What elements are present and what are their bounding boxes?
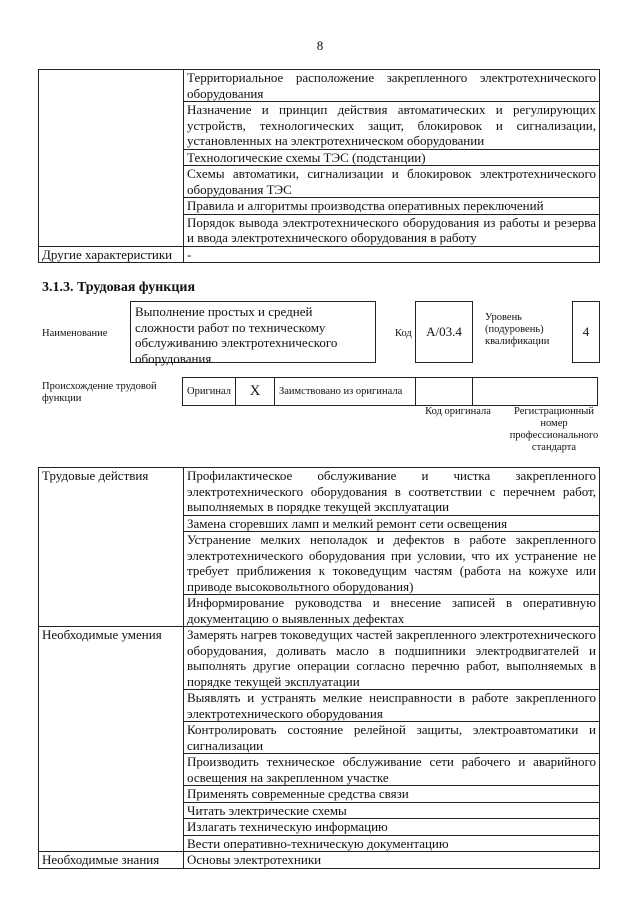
knowledge-item: Технологические схемы ТЭС (подстанции): [184, 149, 600, 166]
other-characteristics-label: Другие характеристики: [39, 246, 184, 263]
knowledge-item: Порядок вывода электротехнического оборудования из работы и резерва и ввода электротехнического оборудования в работу: [184, 214, 600, 246]
other-characteristics-value: -: [184, 246, 600, 263]
empty-label-cell: [39, 70, 184, 247]
actions-label: Трудовые действия: [39, 468, 184, 627]
origin-label: Происхождение трудовой функции: [42, 381, 157, 404]
table-row: [39, 627, 600, 690]
skill-item: Излагать техническую информацию: [184, 819, 600, 836]
function-details-table: [38, 467, 600, 869]
skill-item: Контролировать состояние релейной защиты, электроавтоматики и сигнализации: [184, 722, 600, 754]
action-item: Профилактическое обслуживание и чистка закрепленного электротехнического оборудования в соответствии с перечнем работ, выполняемых в порядке текущей эксплуатации: [184, 468, 600, 516]
reg-number-label: Регистрационный номер профессионального стандарта: [509, 406, 599, 453]
function-name-box: Выполнение простых и средней сложности работ по техническому обслуживанию электротехнического оборудования: [130, 301, 376, 363]
skill-item: Применять современные средства связи: [184, 786, 600, 803]
origin-mark-cell: X: [235, 377, 275, 406]
name-label: Наименование: [42, 328, 108, 339]
origin-borrowed-cell: Заимствовано из оригинала: [274, 377, 416, 406]
knowledge-label: Необходимые знания: [39, 852, 184, 869]
action-item: Замена сгоревших ламп и мелкий ремонт сети освещения: [184, 515, 600, 532]
knowledge-item: Правила и алгоритмы производства оперативных переключений: [184, 198, 600, 215]
knowledge-item: Основы электротехники: [184, 852, 600, 869]
skill-item: Замерять нагрев токоведущих частей закрепленного электротехнического оборудования, доливать масло в подшипники электродвигателей и выполнять другие операции согласно перечню работ, выполняемых в порядке текущей эксплуатации: [184, 627, 600, 690]
action-item: Информирование руководства и внесение записей в оперативную документацию о выявленных дефектах: [184, 595, 600, 627]
origin-original-cell: Оригинал: [182, 377, 236, 406]
section-heading: 3.1.3. Трудовая функция: [42, 280, 196, 295]
skill-item: Производить техническое обслуживание сети рабочего и аварийного освещения на закрепленном участке: [184, 754, 600, 786]
skill-item: Читать электрические схемы: [184, 802, 600, 819]
skills-label: Необходимые умения: [39, 627, 184, 852]
table-row: [39, 70, 600, 102]
knowledge-item: Назначение и принцип действия автоматических и регулирующих устройств, технологических защит, блокировок и сигнализации, установленных на электротехническом оборудовании: [184, 102, 600, 150]
skill-item: Вести оперативно-техническую документацию: [184, 835, 600, 852]
origin-row: [183, 377, 598, 406]
knowledge-continuation-table: [38, 69, 600, 263]
action-item: Устранение мелких неполадок и дефектов в работе закрепленного электротехнического оборудования при условии, что их устранение не требует приближения к токоведущим частям (работа на кожухе или приводе высоковольтного оборудования): [184, 532, 600, 595]
skill-item: Выявлять и устранять мелкие неисправности в работе закрепленного электротехнического оборудования: [184, 690, 600, 722]
original-code-cell: [415, 377, 473, 406]
knowledge-item: Схемы автоматики, сигнализации и блокировок электротехнического оборудования ТЭС: [184, 166, 600, 198]
function-code-box: А/03.4: [415, 301, 473, 363]
page-number: 8: [316, 38, 324, 53]
table-row: [39, 852, 600, 869]
level-label: Уровень (подуровень) квалификации: [485, 312, 550, 347]
reg-number-cell: [472, 377, 598, 406]
code-original-label: Код оригинала: [425, 406, 491, 417]
knowledge-item: Территориальное расположение закрепленного электротехнического оборудования: [184, 70, 600, 102]
code-label: Код: [395, 328, 412, 339]
table-row: [39, 468, 600, 516]
table-row: [39, 246, 600, 263]
qualification-level-box: 4: [572, 301, 600, 363]
